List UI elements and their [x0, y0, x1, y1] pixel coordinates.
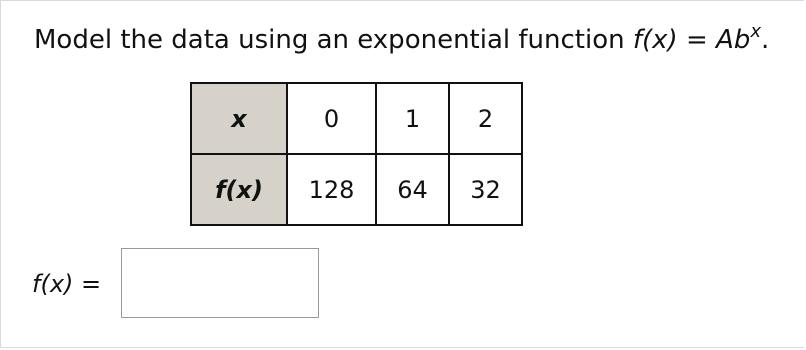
- fx-value-cell: 128: [287, 154, 376, 225]
- prompt-text: Model the data using an exponential function: [34, 25, 625, 55]
- question-prompt: [34, 22, 769, 61]
- answer-label: [32, 268, 101, 300]
- answer-function-name: f(x): [32, 270, 74, 298]
- prompt-period: .: [760, 25, 770, 55]
- prompt-function-name: f(x): [632, 25, 678, 55]
- x-value-cell: 0: [287, 83, 376, 154]
- prompt-base-expression: Ab: [716, 25, 751, 55]
- x-value-cell: 2: [449, 83, 522, 154]
- table-row-x: [191, 83, 522, 154]
- x-value-cell: 1: [376, 83, 449, 154]
- data-table: [190, 82, 523, 226]
- answer-equals: =: [81, 270, 102, 298]
- table-row-fx: [191, 154, 522, 225]
- fx-value-cell: 32: [449, 154, 522, 225]
- fx-header-cell: f(x): [191, 154, 287, 225]
- prompt-exponent: x: [750, 21, 761, 42]
- x-header-cell: x: [191, 83, 287, 154]
- prompt-equals: =: [685, 25, 708, 55]
- fx-value-cell: 64: [376, 154, 449, 225]
- answer-input[interactable]: [121, 248, 319, 318]
